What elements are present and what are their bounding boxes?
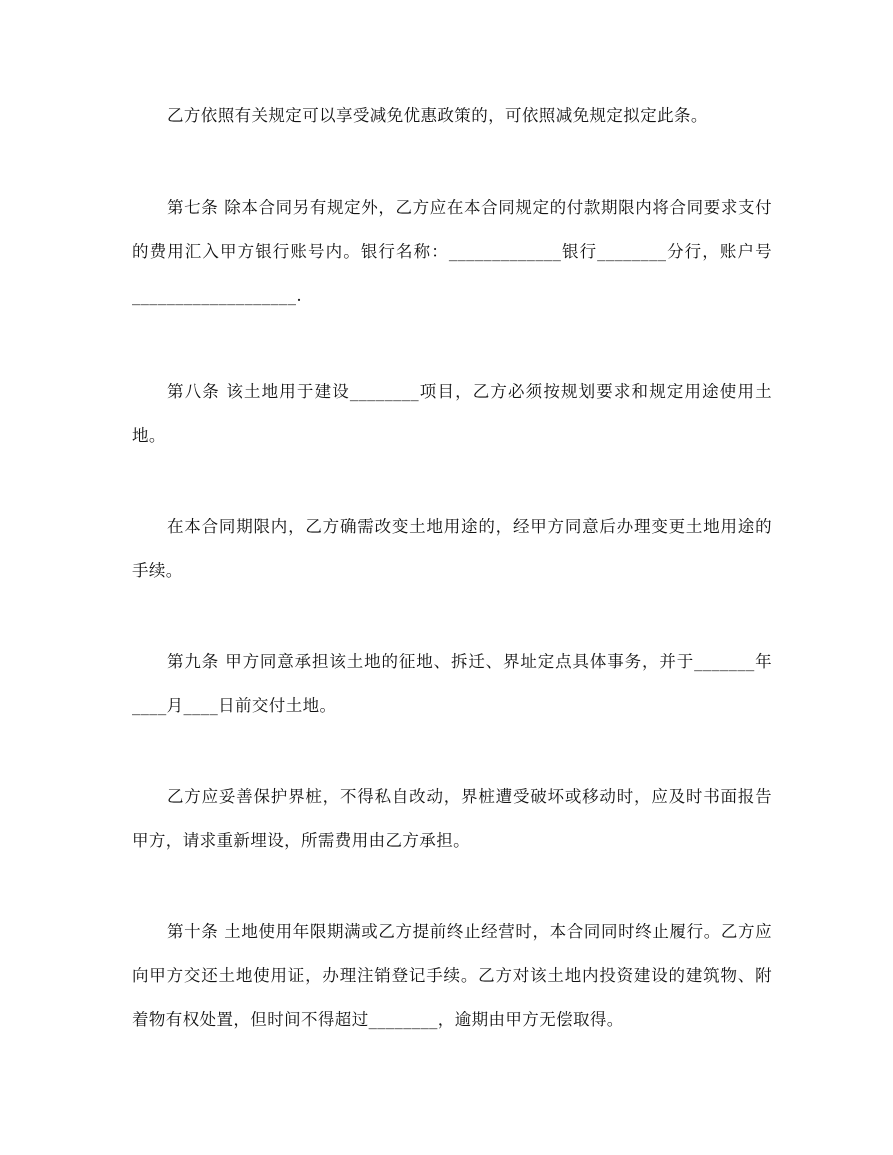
paragraph-article-8-land-use: 第八条 该土地用于建设________项目，乙方必须按规划要求和规定用途使用土地。: [132, 382, 772, 445]
paragraph-article-7-payment: 第七条 除本合同另有规定外，乙方应在本合同规定的付款期限内将合同要求支付的费用汇入甲方银行账号内。银行名称：_____________银行________分行，账户号___________________.: [132, 198, 772, 305]
paragraph-article-9-delivery: 第九条 甲方同意承担该土地的征地、拆迁、界址定点具体事务，并于_______年____月____日前交付土地。: [132, 652, 772, 715]
paragraph-land-use-change: 在本合同期限内，乙方确需改变土地用途的，经甲方同意后办理变更土地用途的手续。: [132, 517, 772, 580]
paragraph-boundary-markers: 乙方应妥善保护界桩，不得私自改动，界桩遭受破坏或移动时，应及时书面报告甲方，请求重新埋设，所需费用由乙方承担。: [132, 787, 772, 850]
paragraph-reduction-policy: 乙方依照有关规定可以享受减免优惠政策的，可依照减免规定拟定此条。: [167, 106, 708, 125]
paragraph-article-10-termination: 第十条 土地使用年限期满或乙方提前终止经营时，本合同同时终止履行。乙方应向甲方交还土地使用证，办理注销登记手续。乙方对该土地内投资建设的建筑物、附着物有权处置，但时间不得超过________，逾期由甲方无偿取得。: [132, 922, 772, 1029]
